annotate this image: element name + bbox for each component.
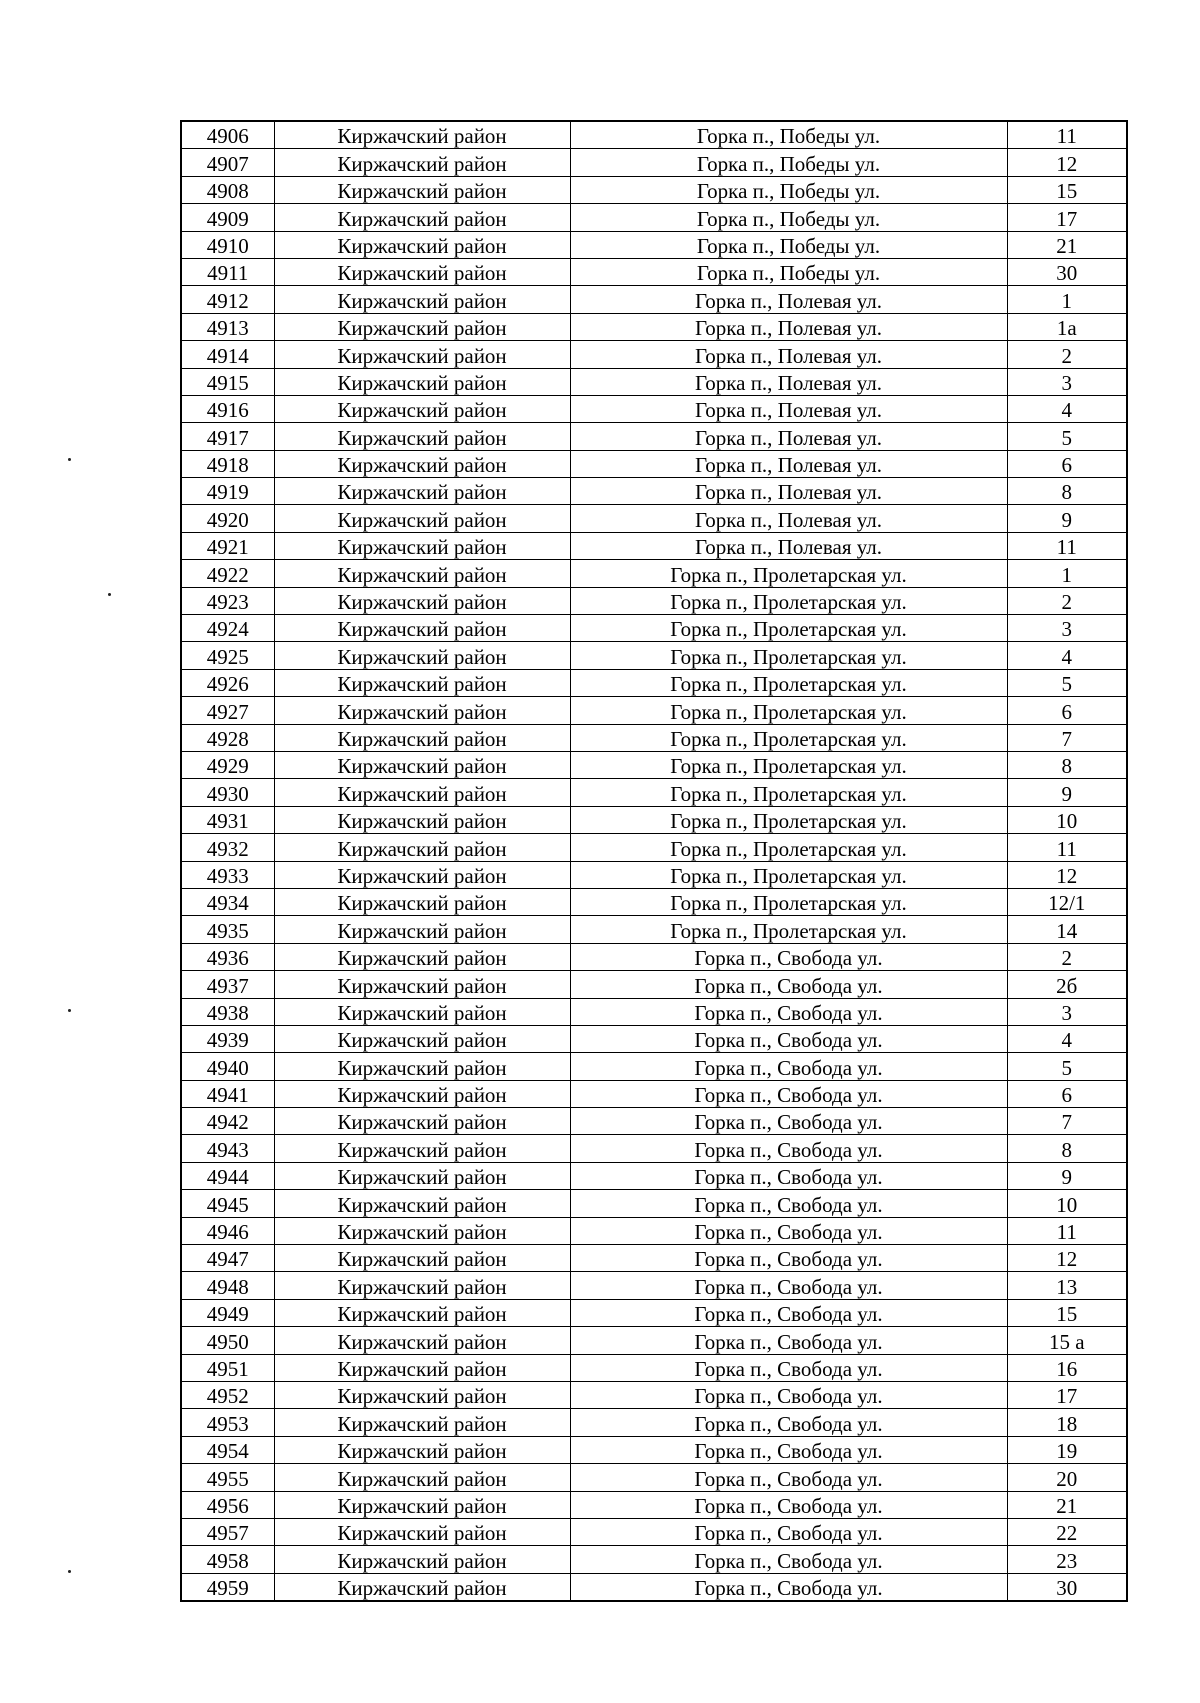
district-cell: Киржачский район: [274, 1381, 570, 1408]
district-cell: Киржачский район: [274, 1327, 570, 1354]
street-cell: Горка п., Свобода ул.: [570, 1162, 1007, 1189]
district-cell: Киржачский район: [274, 1053, 570, 1080]
house-number-cell: 11: [1007, 532, 1127, 559]
house-number-cell: 1а: [1007, 313, 1127, 340]
table-row: [181, 587, 1127, 614]
row-number-cell: 4906: [181, 121, 274, 149]
table-row: [181, 395, 1127, 422]
house-number-cell: 10: [1007, 806, 1127, 833]
row-number-cell: 4915: [181, 368, 274, 395]
district-cell: Киржачский район: [274, 1518, 570, 1545]
district-cell: Киржачский район: [274, 1436, 570, 1463]
row-number-cell: 4911: [181, 258, 274, 285]
street-cell: Горка п., Полевая ул.: [570, 478, 1007, 505]
table-row: [181, 532, 1127, 559]
row-number-cell: 4958: [181, 1546, 274, 1573]
table-row: [181, 834, 1127, 861]
table-row: [181, 1080, 1127, 1107]
house-number-cell: 4: [1007, 395, 1127, 422]
row-number-cell: 4935: [181, 916, 274, 943]
row-number-cell: 4957: [181, 1518, 274, 1545]
district-cell: Киржачский район: [274, 1299, 570, 1326]
district-cell: Киржачский район: [274, 1190, 570, 1217]
table-row: [181, 450, 1127, 477]
district-cell: Киржачский район: [274, 724, 570, 751]
scan-speck: [68, 1570, 71, 1573]
table-row: [181, 1518, 1127, 1545]
house-number-cell: 9: [1007, 505, 1127, 532]
house-number-cell: 3: [1007, 998, 1127, 1025]
house-number-cell: 12/1: [1007, 888, 1127, 915]
house-number-cell: 12: [1007, 861, 1127, 888]
row-number-cell: 4909: [181, 204, 274, 231]
house-number-cell: 30: [1007, 258, 1127, 285]
district-cell: Киржачский район: [274, 176, 570, 203]
table-row: [181, 176, 1127, 203]
house-number-cell: 9: [1007, 1162, 1127, 1189]
district-cell: Киржачский район: [274, 149, 570, 176]
district-cell: Киржачский район: [274, 1245, 570, 1272]
house-number-cell: 14: [1007, 916, 1127, 943]
table-row: [181, 313, 1127, 340]
row-number-cell: 4934: [181, 888, 274, 915]
house-number-cell: 6: [1007, 450, 1127, 477]
row-number-cell: 4919: [181, 478, 274, 505]
table-row: [181, 861, 1127, 888]
row-number-cell: 4908: [181, 176, 274, 203]
street-cell: Горка п., Свобода ул.: [570, 1272, 1007, 1299]
table-row: [181, 1327, 1127, 1354]
district-cell: Киржачский район: [274, 806, 570, 833]
table-row: [181, 971, 1127, 998]
row-number-cell: 4918: [181, 450, 274, 477]
district-cell: Киржачский район: [274, 587, 570, 614]
district-cell: Киржачский район: [274, 943, 570, 970]
table-row: [181, 1436, 1127, 1463]
house-number-cell: 11: [1007, 834, 1127, 861]
house-number-cell: 1: [1007, 560, 1127, 587]
district-cell: Киржачский район: [274, 888, 570, 915]
row-number-cell: 4931: [181, 806, 274, 833]
district-cell: Киржачский район: [274, 1491, 570, 1518]
district-cell: Киржачский район: [274, 971, 570, 998]
table-row: [181, 888, 1127, 915]
district-cell: Киржачский район: [274, 1108, 570, 1135]
row-number-cell: 4959: [181, 1573, 274, 1601]
street-cell: Горка п., Свобода ул.: [570, 1025, 1007, 1052]
street-cell: Горка п., Победы ул.: [570, 231, 1007, 258]
street-cell: Горка п., Свобода ул.: [570, 998, 1007, 1025]
street-cell: Горка п., Свобода ул.: [570, 1464, 1007, 1491]
table-row: [181, 1381, 1127, 1408]
street-cell: Горка п., Пролетарская ул.: [570, 888, 1007, 915]
district-cell: Киржачский район: [274, 532, 570, 559]
table-row: [181, 1162, 1127, 1189]
district-cell: Киржачский район: [274, 395, 570, 422]
district-cell: Киржачский район: [274, 861, 570, 888]
district-cell: Киржачский район: [274, 697, 570, 724]
house-number-cell: 5: [1007, 423, 1127, 450]
district-cell: Киржачский район: [274, 642, 570, 669]
district-cell: Киржачский район: [274, 1025, 570, 1052]
scan-speck: [68, 458, 71, 461]
street-cell: Горка п., Свобода ул.: [570, 1217, 1007, 1244]
row-number-cell: 4923: [181, 587, 274, 614]
house-number-cell: 2: [1007, 587, 1127, 614]
row-number-cell: 4937: [181, 971, 274, 998]
house-number-cell: 3: [1007, 368, 1127, 395]
district-cell: Киржачский район: [274, 560, 570, 587]
house-number-cell: 18: [1007, 1409, 1127, 1436]
house-number-cell: 21: [1007, 231, 1127, 258]
row-number-cell: 4933: [181, 861, 274, 888]
table-row: [181, 669, 1127, 696]
street-cell: Горка п., Полевая ул.: [570, 450, 1007, 477]
house-number-cell: 8: [1007, 751, 1127, 778]
street-cell: Горка п., Свобода ул.: [570, 1299, 1007, 1326]
street-cell: Горка п., Пролетарская ул.: [570, 587, 1007, 614]
street-cell: Горка п., Пролетарская ул.: [570, 861, 1007, 888]
street-cell: Горка п., Пролетарская ул.: [570, 724, 1007, 751]
row-number-cell: 4941: [181, 1080, 274, 1107]
table-row: [181, 423, 1127, 450]
street-cell: Горка п., Пролетарская ул.: [570, 806, 1007, 833]
table-row: [181, 779, 1127, 806]
street-cell: Горка п., Свобода ул.: [570, 1327, 1007, 1354]
street-cell: Горка п., Победы ул.: [570, 121, 1007, 149]
street-cell: Горка п., Полевая ул.: [570, 313, 1007, 340]
street-cell: Горка п., Полевая ул.: [570, 368, 1007, 395]
district-cell: Киржачский район: [274, 916, 570, 943]
district-cell: Киржачский район: [274, 204, 570, 231]
house-number-cell: 15: [1007, 1299, 1127, 1326]
row-number-cell: 4924: [181, 615, 274, 642]
row-number-cell: 4939: [181, 1025, 274, 1052]
house-number-cell: 2б: [1007, 971, 1127, 998]
house-number-cell: 15: [1007, 176, 1127, 203]
row-number-cell: 4951: [181, 1354, 274, 1381]
table-row: [181, 998, 1127, 1025]
table-row: [181, 341, 1127, 368]
house-number-cell: 15 а: [1007, 1327, 1127, 1354]
district-cell: Киржачский район: [274, 121, 570, 149]
table-body: [181, 121, 1127, 1601]
table-row: [181, 121, 1127, 149]
district-cell: Киржачский район: [274, 313, 570, 340]
row-number-cell: 4938: [181, 998, 274, 1025]
table-row: [181, 1135, 1127, 1162]
street-cell: Горка п., Свобода ул.: [570, 1491, 1007, 1518]
table-row: [181, 943, 1127, 970]
street-cell: Горка п., Свобода ул.: [570, 1245, 1007, 1272]
row-number-cell: 4910: [181, 231, 274, 258]
street-cell: Горка п., Пролетарская ул.: [570, 916, 1007, 943]
district-cell: Киржачский район: [274, 1409, 570, 1436]
table-row: [181, 642, 1127, 669]
row-number-cell: 4949: [181, 1299, 274, 1326]
street-cell: Горка п., Победы ул.: [570, 258, 1007, 285]
district-cell: Киржачский район: [274, 1080, 570, 1107]
street-cell: Горка п., Пролетарская ул.: [570, 560, 1007, 587]
row-number-cell: 4940: [181, 1053, 274, 1080]
house-number-cell: 5: [1007, 669, 1127, 696]
district-cell: Киржачский район: [274, 669, 570, 696]
street-cell: Горка п., Полевая ул.: [570, 341, 1007, 368]
district-cell: Киржачский район: [274, 1272, 570, 1299]
street-cell: Горка п., Свобода ул.: [570, 971, 1007, 998]
house-number-cell: 4: [1007, 1025, 1127, 1052]
house-number-cell: 16: [1007, 1354, 1127, 1381]
row-number-cell: 4926: [181, 669, 274, 696]
street-cell: Горка п., Полевая ул.: [570, 286, 1007, 313]
house-number-cell: 13: [1007, 1272, 1127, 1299]
table-row: [181, 1491, 1127, 1518]
table-row: [181, 1546, 1127, 1573]
house-number-cell: 8: [1007, 1135, 1127, 1162]
row-number-cell: 4956: [181, 1491, 274, 1518]
district-cell: Киржачский район: [274, 998, 570, 1025]
street-cell: Горка п., Свобода ул.: [570, 1573, 1007, 1601]
row-number-cell: 4928: [181, 724, 274, 751]
table-row: [181, 149, 1127, 176]
table-row: [181, 1245, 1127, 1272]
row-number-cell: 4917: [181, 423, 274, 450]
district-cell: Киржачский район: [274, 1217, 570, 1244]
district-cell: Киржачский район: [274, 231, 570, 258]
row-number-cell: 4925: [181, 642, 274, 669]
row-number-cell: 4954: [181, 1436, 274, 1463]
house-number-cell: 3: [1007, 615, 1127, 642]
table-row: [181, 697, 1127, 724]
house-number-cell: 12: [1007, 1245, 1127, 1272]
street-cell: Горка п., Пролетарская ул.: [570, 669, 1007, 696]
street-cell: Горка п., Свобода ул.: [570, 1546, 1007, 1573]
street-cell: Горка п., Пролетарская ул.: [570, 642, 1007, 669]
row-number-cell: 4953: [181, 1409, 274, 1436]
row-number-cell: 4946: [181, 1217, 274, 1244]
house-number-cell: 17: [1007, 204, 1127, 231]
scan-speck: [68, 1009, 71, 1012]
street-cell: Горка п., Пролетарская ул.: [570, 834, 1007, 861]
house-number-cell: 1: [1007, 286, 1127, 313]
table-row: [181, 1272, 1127, 1299]
table-row: [181, 560, 1127, 587]
scan-speck: [108, 593, 111, 596]
house-number-cell: 20: [1007, 1464, 1127, 1491]
street-cell: Горка п., Победы ул.: [570, 176, 1007, 203]
table-row: [181, 1190, 1127, 1217]
house-number-cell: 5: [1007, 1053, 1127, 1080]
street-cell: Горка п., Пролетарская ул.: [570, 751, 1007, 778]
row-number-cell: 4955: [181, 1464, 274, 1491]
row-number-cell: 4936: [181, 943, 274, 970]
table-row: [181, 1354, 1127, 1381]
row-number-cell: 4920: [181, 505, 274, 532]
street-cell: Горка п., Свобода ул.: [570, 1190, 1007, 1217]
street-cell: Горка п., Пролетарская ул.: [570, 615, 1007, 642]
house-number-cell: 19: [1007, 1436, 1127, 1463]
table-row: [181, 1299, 1127, 1326]
street-cell: Горка п., Свобода ул.: [570, 1518, 1007, 1545]
street-cell: Горка п., Победы ул.: [570, 204, 1007, 231]
table-row: [181, 1217, 1127, 1244]
row-number-cell: 4947: [181, 1245, 274, 1272]
table-row: [181, 1409, 1127, 1436]
street-cell: Горка п., Победы ул.: [570, 149, 1007, 176]
district-cell: Киржачский район: [274, 1162, 570, 1189]
table-row: [181, 1025, 1127, 1052]
house-number-cell: 2: [1007, 341, 1127, 368]
street-cell: Горка п., Свобода ул.: [570, 943, 1007, 970]
district-cell: Киржачский район: [274, 368, 570, 395]
house-number-cell: 12: [1007, 149, 1127, 176]
table-row: [181, 368, 1127, 395]
table-row: [181, 916, 1127, 943]
house-number-cell: 11: [1007, 121, 1127, 149]
street-cell: Горка п., Свобода ул.: [570, 1409, 1007, 1436]
street-cell: Горка п., Свобода ул.: [570, 1381, 1007, 1408]
row-number-cell: 4914: [181, 341, 274, 368]
street-cell: Горка п., Свобода ул.: [570, 1080, 1007, 1107]
house-number-cell: 22: [1007, 1518, 1127, 1545]
row-number-cell: 4943: [181, 1135, 274, 1162]
house-number-cell: 10: [1007, 1190, 1127, 1217]
table-row: [181, 1108, 1127, 1135]
street-cell: Горка п., Пролетарская ул.: [570, 697, 1007, 724]
district-cell: Киржачский район: [274, 615, 570, 642]
row-number-cell: 4932: [181, 834, 274, 861]
district-cell: Киржачский район: [274, 779, 570, 806]
table-row: [181, 204, 1127, 231]
street-cell: Горка п., Полевая ул.: [570, 423, 1007, 450]
street-cell: Горка п., Полевая ул.: [570, 505, 1007, 532]
street-cell: Горка п., Пролетарская ул.: [570, 779, 1007, 806]
table-row: [181, 1464, 1127, 1491]
district-cell: Киржачский район: [274, 286, 570, 313]
district-cell: Киржачский район: [274, 505, 570, 532]
house-number-cell: 21: [1007, 1491, 1127, 1518]
district-cell: Киржачский район: [274, 751, 570, 778]
row-number-cell: 4913: [181, 313, 274, 340]
street-cell: Горка п., Полевая ул.: [570, 532, 1007, 559]
house-number-cell: 6: [1007, 697, 1127, 724]
district-cell: Киржачский район: [274, 1546, 570, 1573]
district-cell: Киржачский район: [274, 834, 570, 861]
address-registry-table: [180, 120, 1128, 1602]
district-cell: Киржачский район: [274, 1135, 570, 1162]
row-number-cell: 4916: [181, 395, 274, 422]
row-number-cell: 4912: [181, 286, 274, 313]
house-number-cell: 11: [1007, 1217, 1127, 1244]
district-cell: Киржачский район: [274, 258, 570, 285]
row-number-cell: 4921: [181, 532, 274, 559]
table-row: [181, 231, 1127, 258]
street-cell: Горка п., Свобода ул.: [570, 1108, 1007, 1135]
row-number-cell: 4922: [181, 560, 274, 587]
house-number-cell: 23: [1007, 1546, 1127, 1573]
house-number-cell: 7: [1007, 724, 1127, 751]
district-cell: Киржачский район: [274, 423, 570, 450]
street-cell: Горка п., Свобода ул.: [570, 1436, 1007, 1463]
district-cell: Киржачский район: [274, 450, 570, 477]
row-number-cell: 4927: [181, 697, 274, 724]
row-number-cell: 4942: [181, 1108, 274, 1135]
row-number-cell: 4952: [181, 1381, 274, 1408]
table-row: [181, 1053, 1127, 1080]
house-number-cell: 8: [1007, 478, 1127, 505]
row-number-cell: 4948: [181, 1272, 274, 1299]
district-cell: Киржачский район: [274, 341, 570, 368]
row-number-cell: 4944: [181, 1162, 274, 1189]
house-number-cell: 7: [1007, 1108, 1127, 1135]
street-cell: Горка п., Свобода ул.: [570, 1135, 1007, 1162]
district-cell: Киржачский район: [274, 1354, 570, 1381]
table-row: [181, 806, 1127, 833]
row-number-cell: 4945: [181, 1190, 274, 1217]
table-row: [181, 1573, 1127, 1601]
district-cell: Киржачский район: [274, 478, 570, 505]
row-number-cell: 4930: [181, 779, 274, 806]
street-cell: Горка п., Свобода ул.: [570, 1053, 1007, 1080]
row-number-cell: 4950: [181, 1327, 274, 1354]
house-number-cell: 30: [1007, 1573, 1127, 1601]
row-number-cell: 4929: [181, 751, 274, 778]
table-row: [181, 258, 1127, 285]
district-cell: Киржачский район: [274, 1573, 570, 1601]
house-number-cell: 2: [1007, 943, 1127, 970]
table-row: [181, 505, 1127, 532]
table-row: [181, 286, 1127, 313]
table-row: [181, 615, 1127, 642]
house-number-cell: 6: [1007, 1080, 1127, 1107]
district-cell: Киржачский район: [274, 1464, 570, 1491]
house-number-cell: 4: [1007, 642, 1127, 669]
house-number-cell: 17: [1007, 1381, 1127, 1408]
table-row: [181, 478, 1127, 505]
street-cell: Горка п., Полевая ул.: [570, 395, 1007, 422]
table-row: [181, 751, 1127, 778]
row-number-cell: 4907: [181, 149, 274, 176]
house-number-cell: 9: [1007, 779, 1127, 806]
street-cell: Горка п., Свобода ул.: [570, 1354, 1007, 1381]
table-row: [181, 724, 1127, 751]
